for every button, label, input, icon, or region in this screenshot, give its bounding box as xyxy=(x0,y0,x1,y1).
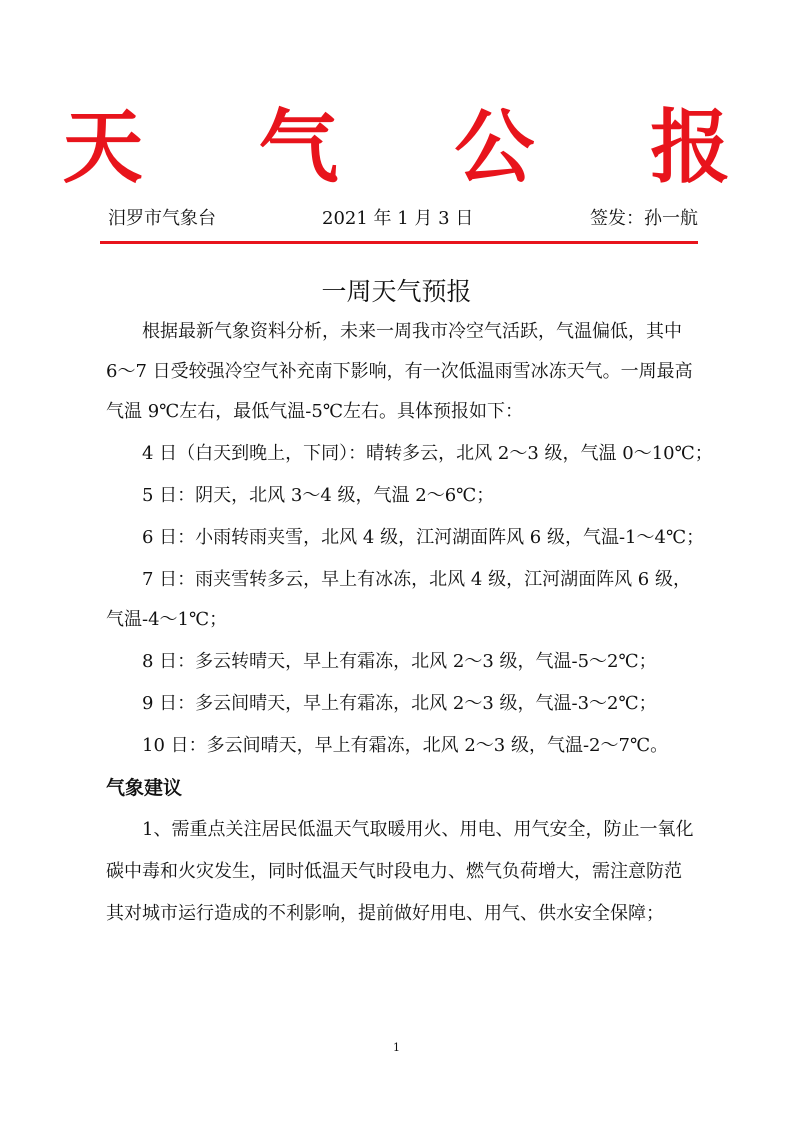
forecast-day-6: 6 日：小雨转雨夹雪，北风 4 级，江河湖面阵风 6 级，气温-1～4℃； xyxy=(142,527,705,548)
bulletin-info-line xyxy=(108,204,698,234)
forecast-day-7: 7 日：雨夹雪转多云，早上有冰冻，北风 4 级，江河湖面阵风 6 级， xyxy=(142,569,691,590)
intro-line-3: 气温 9℃左右，最低气温-5℃左右。具体预报如下： xyxy=(106,401,523,422)
advice-line-3: 其对城市运行造成的不利影响，提前做好用电、用气、供水安全保障； xyxy=(106,903,664,924)
bulletin-masthead-title: 天 气 公 报 xyxy=(62,101,775,194)
forecast-day-8: 8 日：多云转晴天，早上有霜冻，北风 2～3 级，气温-5～2℃； xyxy=(142,651,657,672)
forecast-day-10: 10 日：多云间晴天，早上有霜冻，北风 2～3 级，气温-2～7℃。 xyxy=(142,735,669,756)
forecast-day-4: 4 日（白天到晚上，下同）：晴转多云，北风 2～3 级，气温 0～10℃； xyxy=(142,443,713,464)
advice-line-2: 碳中毒和火灾发生，同时低温天气时段电力、燃气负荷增大，需注意防范 xyxy=(106,861,682,882)
issue-date: 2021 年 1 月 3 日 xyxy=(322,208,474,229)
advice-heading: 气象建议 xyxy=(106,777,183,799)
signer: 签发：孙一航 xyxy=(590,208,698,229)
advice-line-1: 1、需重点关注居民低温天气取暖用火、用电、用气安全，防止一氧化 xyxy=(142,819,694,840)
red-divider-rule xyxy=(100,241,698,244)
forecast-day-7-continued: 气温-4～1℃； xyxy=(106,609,228,630)
issuer-name: 汨罗市气象台 xyxy=(108,208,216,229)
page-number: 1 xyxy=(393,1041,400,1054)
forecast-day-5: 5 日：阴天，北风 3～4 级，气温 2～6℃； xyxy=(142,485,495,506)
intro-line-1: 根据最新气象资料分析，未来一周我市冷空气活跃，气温偏低，其中 xyxy=(142,321,682,342)
forecast-title: 一周天气预报 xyxy=(321,277,472,306)
intro-line-2: 6～7 日受较强冷空气补充南下影响，有一次低温雨雪冰冻天气。一周最高 xyxy=(106,361,693,382)
forecast-day-9: 9 日：多云间晴天，早上有霜冻，北风 2～3 级，气温-3～2℃； xyxy=(142,693,657,714)
